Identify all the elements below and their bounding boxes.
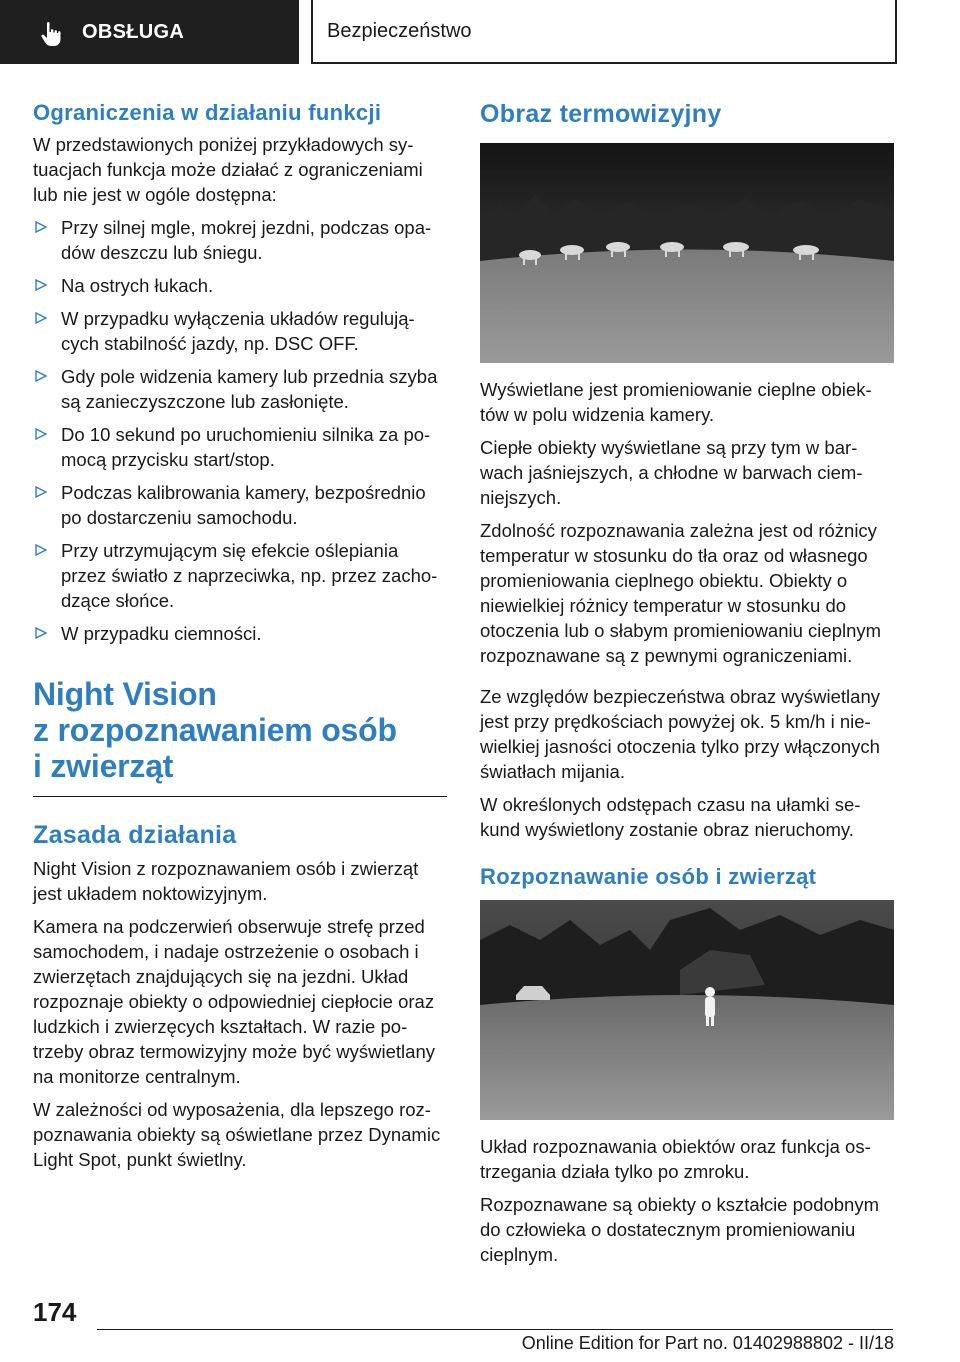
recognition-paragraph-2: Rozpoznawane są obiekty o kształcie podobnym do człowieka o dostatecznym promieniowaniu cieplnym. <box>480 1194 880 1265</box>
list-item-text: Do 10 sekund po uruchomieniu silnika za po-mocą przycisku start/stop. <box>61 424 431 470</box>
thermal-paragraph-5: W określonych odstępach czasu na ułamki se-kund wyświetlony zostanie obraz nieruchomy. <box>480 794 861 840</box>
left-column <box>33 100 447 1180</box>
page-number: 174 <box>33 1297 77 1327</box>
principle-paragraph-3: W zależności od wyposażenia, dla lepszego roz-poznawania obiekty są oświetlane przez Dynamic Light Spot, punkt świetlny. <box>33 1099 441 1170</box>
triangle-bullet-icon <box>35 627 47 639</box>
principle-paragraph-1: Night Vision z rozpoznawaniem osób i zwierząt jest układem noktowizyjnym. <box>33 858 419 904</box>
right-column <box>480 100 894 1275</box>
thermal-paragraph-4: Ze względów bezpieczeństwa obraz wyświetlany jest przy prędkościach powyżej ok. 5 km/h i nie-wielkiej jasności otoczenia tylko przy włączonych światłach mijania. <box>480 686 880 782</box>
list-item <box>33 273 447 298</box>
thermal-paragraph-2: Ciepłe obiekty wyświetlane są przy tym w bar-wach jaśniejszych, a chłodne w barwach ciem-niejszych. <box>480 437 863 508</box>
list-item <box>33 422 447 472</box>
limits-list <box>33 215 447 646</box>
main-title <box>33 676 447 797</box>
list-item <box>33 364 447 414</box>
limits-intro: W przedstawionych poniżej przykładowych sy-tuacjach funkcja może działać z ograniczeniami lub nie jest w ogóle dostępna: <box>33 134 423 205</box>
triangle-bullet-icon <box>35 312 47 324</box>
list-item <box>33 538 447 613</box>
triangle-bullet-icon <box>35 370 47 382</box>
list-item-text: W przypadku wyłączenia układów regulują-cych stabilność jazdy, np. DSC OFF. <box>61 308 415 354</box>
chapter-header <box>311 0 897 64</box>
edition-note: Online Edition for Part no. 01402988802 - II/18 <box>521 1333 894 1353</box>
thermal-paragraph-3: Zdolność rozpoznawania zależna jest od różnicy temperatur w stosunku do tła oraz od własnego promieniowania cieplnego obiektu. Obiekty o niewielkiej różnicy temperatur w stosunku do otoczenia lub o słabym promieniowaniu cieplnym rozpoznawane są z pewnymi ograniczeniami. <box>480 520 882 666</box>
list-item <box>33 480 447 530</box>
thermal-image-animals <box>480 143 894 363</box>
hand-pointer-icon <box>40 21 64 47</box>
list-item <box>33 215 447 265</box>
triangle-bullet-icon <box>35 279 47 291</box>
triangle-bullet-icon <box>35 221 47 233</box>
limits-heading: Ograniczenia w działaniu funkcji <box>33 100 382 125</box>
chapter-title: Bezpieczeństwo <box>327 19 472 42</box>
list-item-text: Gdy pole widzenia kamery lub przednia szyba są zanieczyszczone lub zasłonięte. <box>61 366 438 412</box>
list-item <box>33 306 447 356</box>
list-item-text: Przy silnej mgle, mokrej jezdni, podczas opa-dów deszczu lub śniegu. <box>61 217 432 263</box>
triangle-bullet-icon <box>35 486 47 498</box>
list-item-text: Podczas kalibrowania kamery, bezpośrednio po dostarczeniu samochodu. <box>61 482 426 528</box>
triangle-bullet-icon <box>35 428 47 440</box>
list-item-text: Przy utrzymującym się efekcie oślepiania przez światło z naprzeciwka, np. przez zacho-dzące słońce. <box>61 540 438 611</box>
main-title-line2: z rozpoznawaniem osób <box>33 712 397 748</box>
main-title-line1: Night Vision <box>33 676 217 712</box>
recognition-paragraph-1: Układ rozpoznawania obiektów oraz funkcja os-trzegania działa tylko po zmroku. <box>480 1136 871 1182</box>
section-label: OBSŁUGA <box>82 20 185 43</box>
footer-divider <box>97 1329 893 1330</box>
triangle-bullet-icon <box>35 544 47 556</box>
thermal-heading: Obraz termowizyjny <box>480 100 722 128</box>
thermal-paragraph-1: Wyświetlane jest promieniowanie cieplne obiek-tów w polu widzenia kamery. <box>480 379 872 425</box>
section-tab <box>0 0 299 64</box>
list-item <box>33 621 447 646</box>
recognition-heading: Rozpoznawanie osób i zwierząt <box>480 864 817 889</box>
thermal-image-pedestrian <box>480 900 894 1120</box>
main-title-line3: i zwierząt <box>33 748 174 784</box>
principle-paragraph-2: Kamera na podczerwień obserwuje strefę przed samochodem, i nadaje ostrzeżenie o osobach i zwierzętach znajdujących się na jezdni. Układ rozpoznaje obiekty o odpowiedniej ciepłocie oraz ludzkich i zwierzęcych kształtach. W razie po-trzeby obraz termowizyjny może być wyświetlany na monitorze centralnym. <box>33 916 435 1087</box>
list-item-text: Na ostrych łukach. <box>61 275 214 296</box>
principle-heading: Zasada działania <box>33 821 237 849</box>
list-item-text: W przypadku ciemności. <box>61 623 262 644</box>
